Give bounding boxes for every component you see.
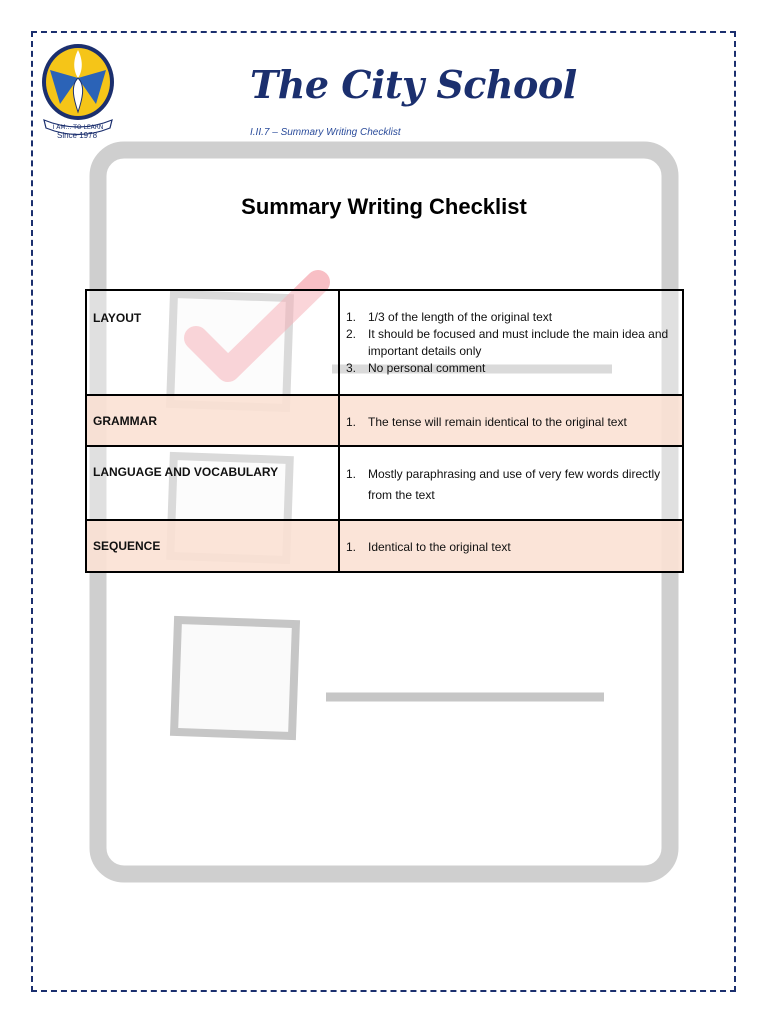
- row-description: [339, 520, 683, 572]
- row-category: LAYOUT: [86, 290, 339, 395]
- checklist-title: Summary Writing Checklist: [241, 194, 527, 219]
- list-item: 1. Mostly paraphrasing and use of very few words directly from the text: [346, 467, 661, 502]
- list-item: 1. Identical to the original text: [346, 540, 511, 554]
- list-item: 1. The tense will remain identical to the original text: [346, 415, 627, 429]
- checklist-table: [85, 289, 684, 573]
- table-row: [86, 290, 683, 395]
- table-row: [86, 520, 683, 572]
- table-row: [86, 395, 683, 446]
- row-category: SEQUENCE: [86, 520, 339, 572]
- school-name: The City School: [250, 62, 577, 107]
- logo-caption: Since 1978: [56, 131, 98, 140]
- row-description: [339, 290, 683, 395]
- table-row: [86, 446, 683, 520]
- row-category: GRAMMAR: [86, 395, 339, 446]
- checkbox-bottom: [174, 620, 296, 736]
- row-description: [339, 395, 683, 446]
- document-subtitle: I.II.7 – Summary Writing Checklist: [250, 127, 401, 138]
- list-item: 1. 1/3 of the length of the original text: [346, 310, 553, 324]
- row-category: LANGUAGE AND VOCABULARY: [86, 446, 339, 520]
- list-item: 2. It should be focused and must include the main idea and important details only: [346, 327, 669, 358]
- row-description: [339, 446, 683, 520]
- list-item: 3. No personal comment: [346, 361, 486, 375]
- svg-text:I AM... TO LEARN: I AM... TO LEARN: [52, 124, 104, 131]
